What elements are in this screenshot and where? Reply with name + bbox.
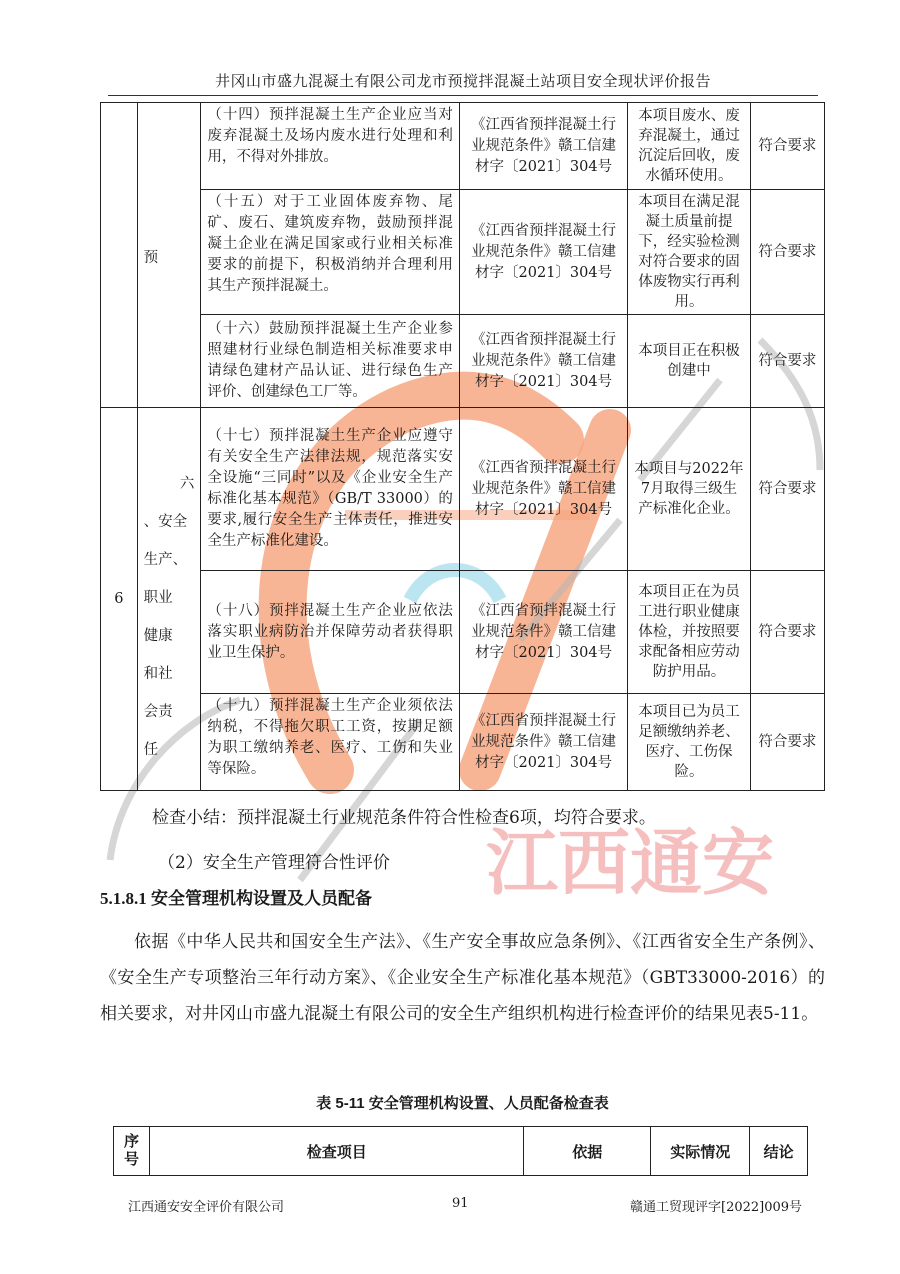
- page-header: 井冈山市盛九混凝土有限公司龙市预搅拌混凝土站项目安全现状评价报告: [108, 70, 818, 96]
- table-row: [101, 694, 825, 791]
- basis: 《江西省预拌混凝土行业规范条件》赣工信建材字〔2021〕304号: [459, 103, 627, 190]
- category-line: 六: [179, 476, 195, 492]
- check-summary: 检查小结：预拌混凝土行业规范条件符合性检查6项，均符合要求。: [152, 808, 656, 828]
- check-item: （十六）鼓励预拌混凝土生产企业参照建材行业绿色制造相关标准要求申请绿色建材产品认证、进行绿色生产评价、创建绿色工厂等。: [201, 315, 459, 408]
- conclusion: 符合要求: [750, 571, 824, 694]
- basis: 《江西省预拌混凝土行业规范条件》赣工信建材字〔2021〕304号: [459, 408, 627, 571]
- conclusion: 符合要求: [750, 694, 824, 791]
- conclusion: 符合要求: [750, 408, 824, 571]
- footer-company: 江西通安安全评价有限公司: [128, 1200, 285, 1215]
- basis: 《江西省预拌混凝土行业规范条件》赣工信建材字〔2021〕304号: [459, 190, 627, 315]
- header-label: 序号: [124, 1133, 140, 1168]
- header-basis: 依据: [524, 1127, 651, 1176]
- header-conclusion: 结论: [750, 1127, 808, 1176]
- actual-situation: 本项目与2022年7月取得三级生产标准化企业。: [628, 408, 750, 571]
- table-row: [101, 190, 825, 315]
- header-seq: [114, 1127, 150, 1176]
- footer-doc-number: 赣通工贸现评字[2022]009号: [630, 1200, 803, 1215]
- section-heading: 5.1.8.1 安全管理机构设置及人员配备: [100, 889, 372, 908]
- table-header-row: [114, 1127, 808, 1176]
- actual-situation: 本项目正在为员工进行职业健康体检，并按照要求配备相应劳动防护用品。: [628, 571, 750, 694]
- conclusion: 符合要求: [750, 190, 824, 315]
- category-line: 生产、: [143, 552, 188, 568]
- row-number-cell: [101, 103, 138, 408]
- body-paragraph: 依据《中华人民共和国安全生产法》、《生产安全事故应急条例》、《江西省安全生产条例》、《安全生产专项整治三年行动方案》、《企业安全生产标准化基本规范》（GBT33000-2016）的相关要求，对井冈山市盛九混凝土有限公司的安全生产组织机构进行检查评价的结果见表5-11。: [100, 932, 825, 1024]
- category-label: 预: [143, 249, 159, 266]
- category-line: 、安全: [143, 514, 188, 530]
- category-line: 会责: [143, 704, 173, 720]
- basis: 《江西省预拌混凝土行业规范条件》赣工信建材字〔2021〕304号: [459, 315, 627, 408]
- check-item: （十八）预拌混凝土生产企业应依法落实职业病防治并保障劳动者获得职业卫生保护。: [201, 571, 459, 694]
- table-5-11-header: [113, 1126, 808, 1176]
- actual-situation: 本项目已为员工足额缴纳养老、医疗、工伤保险。: [628, 694, 750, 791]
- check-item: （十七）预拌混凝土生产企业应遵守有关安全生产法律法规，规范落实安全设施“三同时”以及《企业安全生产标准化基本规范》（GB/T 33000）的要求,履行安全生产主体责任，推进安全生产标准化建设。: [201, 408, 459, 571]
- category-line: 健康: [143, 628, 173, 644]
- category-line: 任: [143, 742, 159, 758]
- header-check-item: 检查项目: [150, 1127, 524, 1176]
- table-row: [101, 315, 825, 408]
- conclusion: 符合要求: [750, 103, 824, 190]
- actual-situation: 本项目正在积极创建中: [628, 315, 750, 408]
- row-number-cell: 6: [101, 408, 138, 791]
- watermark-text: 江西通安: [485, 821, 775, 905]
- category-line: 职业: [143, 590, 173, 606]
- basis: 《江西省预拌混凝土行业规范条件》赣工信建材字〔2021〕304号: [459, 694, 627, 791]
- check-item: （十五）对于工业固体废弃物、尾矿、废石、建筑废弃物，鼓励预拌混凝土企业在满足国家或行业相关标准要求的前提下，积极消纳并合理利用其生产预拌混凝土。: [201, 190, 459, 315]
- category-line: 和社: [143, 666, 173, 682]
- conclusion: 符合要求: [750, 315, 824, 408]
- sub-section-title: （2）安全生产管理符合性评价: [158, 853, 390, 873]
- table-row: [101, 103, 825, 190]
- footer-page-number: 91: [452, 1196, 469, 1211]
- table-row: [101, 408, 825, 571]
- check-item: （十四）预拌混凝土生产企业应当对废弃混凝土及场内废水进行处理和利用，不得对外排放。: [201, 103, 459, 190]
- check-item: （十九）预拌混凝土生产企业须依法纳税，不得拖欠职工工资，按期足额为职工缴纳养老、医疗、工伤和失业等保险。: [201, 694, 459, 791]
- actual-situation: 本项目在满足混凝土质量前提下，经实验检测对符合要求的固体废物实行再利用。: [628, 190, 750, 315]
- category-label: [144, 429, 195, 769]
- compliance-table: [100, 102, 825, 791]
- category-cell: [137, 408, 201, 791]
- header-actual: 实际情况: [651, 1127, 750, 1176]
- actual-situation: 本项目废水、废弃混凝土，通过沉淀后回收，废水循环使用。: [628, 103, 750, 190]
- category-cell: [137, 103, 201, 408]
- table-row: [101, 571, 825, 694]
- basis: 《江西省预拌混凝土行业规范条件》赣工信建材字〔2021〕304号: [459, 571, 627, 694]
- table-caption: 表 5-11 安全管理机构设置、人员配备检查表: [316, 1095, 609, 1112]
